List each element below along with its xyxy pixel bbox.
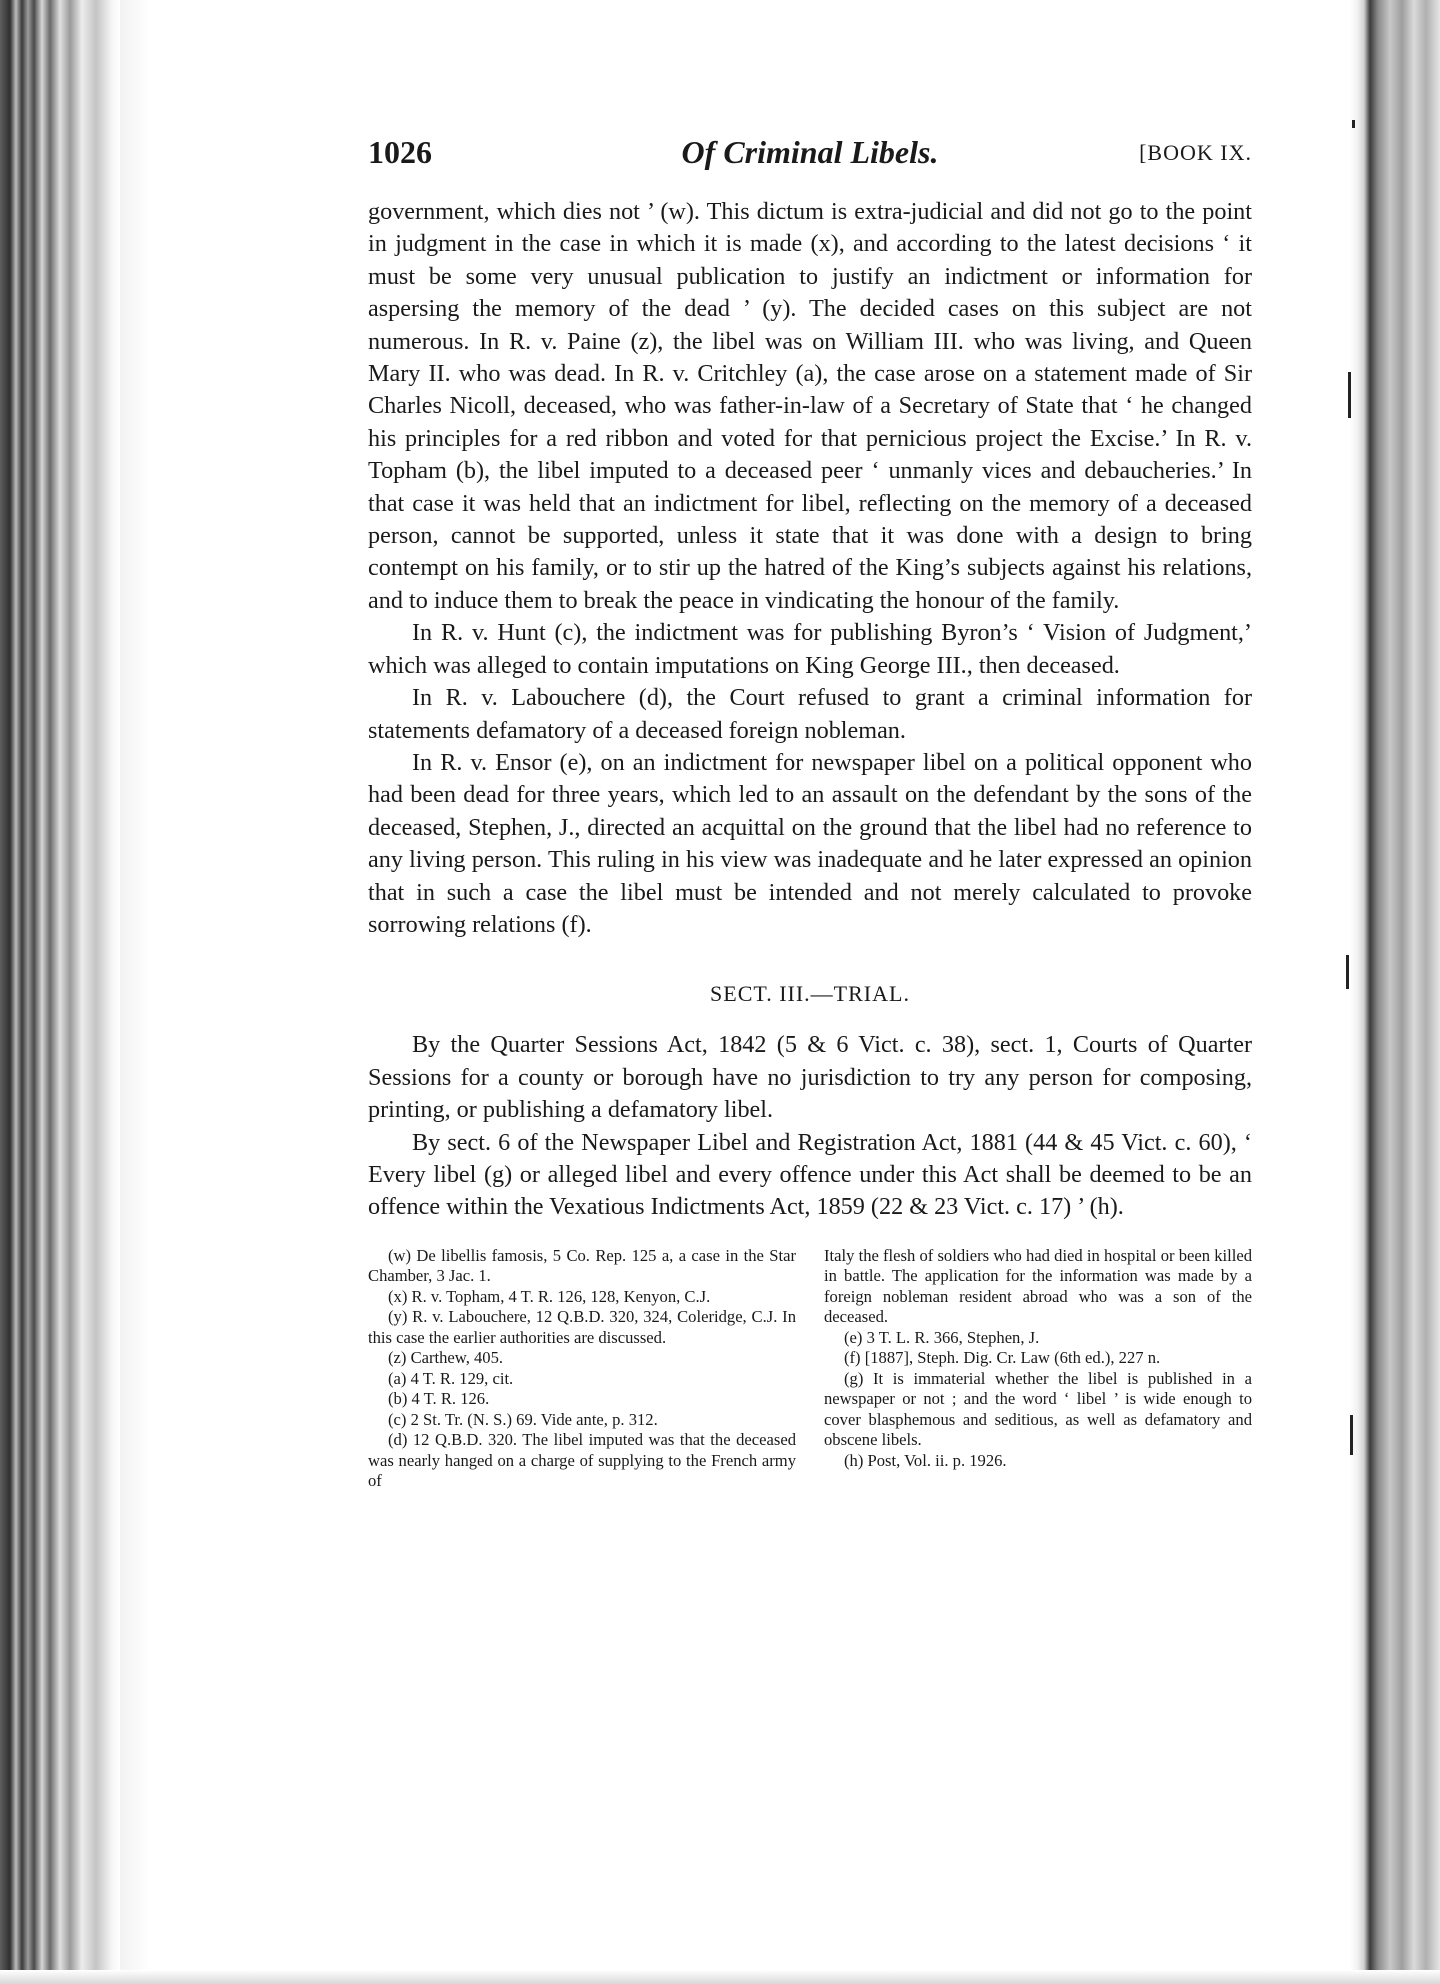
page-number: 1026: [368, 134, 432, 170]
footnote: (x) R. v. Topham, 4 T. R. 126, 128, Kenyon, C.J.: [388, 1286, 711, 1306]
paragraph: government, which dies not ’ (w). This dictum is extra-judicial and did not go to the point in judgment in the case in which it is made (x), and according to the latest decisions ‘ it must be some very unusual publication to justify an indictment or information for aspersing the memory of the dead ’ (y). The decided cases on this subject are not numerous. In R. v. Paine (z), the libel was on William III. who was living, and Queen Mary II. who was dead. In R. v. Critchley (a), the case arose on a statement made of Sir Charles Nicoll, deceased, who was father-in-law of a Secretary of State that ‘ he changed his principles for a red ribbon and voted for that pernicious project the Excise.’ In R. v. Topham (b), the libel imputed to a deceased peer ‘ unmanly vices and debaucheries.’ In that case it was held that an indictment for libel, reflecting on the memory of a deceased person, cannot be supported, unless it state that it was done with a design to bring contempt on his family, or to stir up the hatred of the King’s subjects against his relations, and to induce them to break the peace in vindicating the honour of the family.: [368, 198, 1252, 614]
footnotes-right-column: [824, 1246, 1252, 1492]
footnote: (d) 12 Q.B.D. 320. The libel imputed was that the deceased was nearly hanged on a charge of supplying to the French army of: [368, 1430, 796, 1491]
paragraph: In R. v. Labouchere (d), the Court refused to grant a criminal information for statements defamatory of a deceased foreign nobleman.: [368, 684, 1252, 744]
paragraph: In R. v. Ensor (e), on an indictment for newspaper libel on a political opponent who had been dead for three years, which led to an assault on the defendant by the sons of the deceased, Stephen, J., directed an acquittal on the ground that the libel had no reference to any living person. This ruling in his view was inadequate and he later expressed an opinion that in such a case the libel must be intended and not merely calculated to provoke sorrowing relations (f).: [368, 748, 1252, 938]
footnote: (b) 4 T. R. 126.: [388, 1389, 490, 1409]
paragraph: In R. v. Hunt (c), the indictment was for publishing Byron’s ‘ Vision of Judgment,’ which was alleged to contain imputations on King George III., then deceased.: [368, 619, 1252, 679]
footnote: (f) [1887], Steph. Dig. Cr. Law (6th ed.), 227 n.: [844, 1348, 1161, 1368]
footnote: (a) 4 T. R. 129, cit.: [388, 1368, 514, 1388]
book-label: [BOOK IX.: [1139, 140, 1252, 165]
footnote: (h) Post, Vol. ii. p. 1926.: [844, 1450, 1007, 1470]
running-title: Of Criminal Libels.: [681, 134, 939, 170]
footnote: (e) 3 T. L. R. 366, Stephen, J.: [844, 1327, 1040, 1347]
footnote: (c) 2 St. Tr. (N. S.) 69. Vide ante, p. 312.: [388, 1409, 658, 1429]
footnotes: [368, 1246, 1252, 1492]
footnote: (w) De libellis famosis, 5 Co. Rep. 125 a, a case in the Star Chamber, 3 Jac. 1.: [368, 1245, 796, 1286]
body-text: [368, 196, 1252, 1224]
gutter-shading: [120, 0, 150, 1984]
footnotes-left-column: [368, 1246, 796, 1492]
book-page: [368, 134, 1252, 1492]
running-head: [368, 134, 1252, 180]
footnote: (g) It is immaterial whether the libel is published in a newspaper or not ; and the word ‘ libel ’ is wide enough to cover blasphemous and seditious, as well as defamatory and obscene libels.: [824, 1368, 1252, 1450]
bottom-page-edge: [0, 1970, 1440, 1984]
paragraph: By sect. 6 of the Newspaper Libel and Registration Act, 1881 (44 & 45 Vict. c. 60), ‘ Every libel (g) or alleged libel and every offence under this Act shall be deemed to be an offence within the Vexatious Indictments Act, 1859 (22 & 23 Vict. c. 17) ’ (h).: [368, 1128, 1252, 1221]
section-heading: SECT. III.—TRIAL.: [710, 981, 910, 1007]
paragraph: By the Quarter Sessions Act, 1842 (5 & 6 Vict. c. 38), sect. 1, Courts of Quarter Sessions for a county or borough have no jurisdiction to try any person for composing, printing, or publishing a defamatory libel.: [368, 1031, 1252, 1124]
footnote: (y) R. v. Labouchere, 12 Q.B.D. 320, 324, Coleridge, C.J. In this case the earlier authorities are discussed.: [368, 1307, 796, 1347]
footnote: (z) Carthew, 405.: [388, 1348, 504, 1368]
right-page-edge: [1350, 0, 1440, 1984]
book-spine-shadow: [0, 0, 120, 1984]
footnote-continuation: Italy the flesh of soldiers who had died in hospital or been killed in battle. The application for the information was made by a foreign nobleman resident abroad who was a son of the deceased.: [824, 1245, 1252, 1327]
